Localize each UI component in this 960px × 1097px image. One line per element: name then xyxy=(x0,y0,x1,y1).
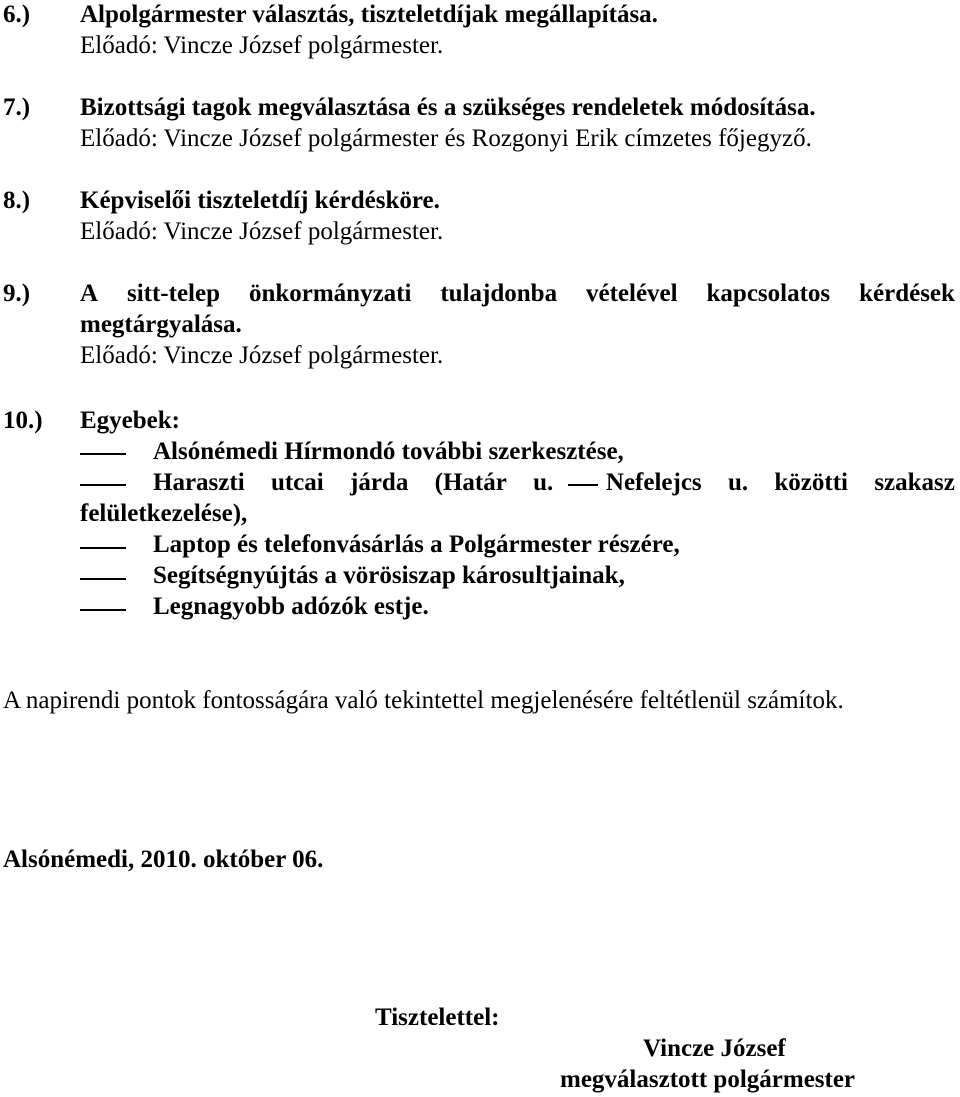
subitem-jarda-word: Nefelejcs xyxy=(605,469,702,496)
agenda-item-7-number: 7.) xyxy=(3,94,31,121)
agenda-item-9-number: 9.) xyxy=(3,280,31,307)
subitem-jarda-word: járda xyxy=(350,469,409,496)
agenda-item-9-word: kérdések xyxy=(859,280,955,307)
agenda-item-6-title: Alpolgármester választás, tiszteletdíjak megállapítása. xyxy=(80,1,658,28)
signature-name: Vincze József xyxy=(643,1035,786,1062)
agenda-item-10-title: Egyebek: xyxy=(80,407,180,434)
subitem-jarda-word: Haraszti xyxy=(153,469,245,496)
agenda-item-10-number: 10.) xyxy=(3,407,43,434)
subitem-jarda-word: u. xyxy=(727,469,749,496)
agenda-item-7-title: Bizottsági tagok megválasztása és a szükséges rendeletek módosítása. xyxy=(80,94,816,121)
range-dash xyxy=(568,484,598,486)
subitem-laptop: Laptop és telefonvásárlás a Polgármester részére, xyxy=(153,531,680,558)
subitem-jarda-line2: felületkezelése), xyxy=(80,500,248,527)
agenda-item-9-title-line2: megtárgyalása. xyxy=(80,311,242,338)
agenda-item-8-number: 8.) xyxy=(3,187,31,214)
subitem-jarda-word: közötti xyxy=(774,469,849,496)
subitem-jarda-word: u. xyxy=(533,469,554,496)
bullet-dash xyxy=(80,453,126,455)
agenda-item-6-presenter: Előadó: Vincze József polgármester. xyxy=(80,32,444,59)
subitem-adozok: Legnagyobb adózók estje. xyxy=(153,593,429,620)
subitem-jarda-word: utcai xyxy=(270,469,324,496)
agenda-item-9-word: kapcsolatos xyxy=(706,280,831,307)
agenda-item-9-word: A xyxy=(80,280,99,307)
agenda-item-9-word: sitt-telep xyxy=(126,280,221,307)
agenda-item-8-presenter: Előadó: Vincze József polgármester. xyxy=(80,218,444,245)
bullet-dash xyxy=(80,484,126,486)
agenda-item-9-presenter: Előadó: Vincze József polgármester. xyxy=(80,342,444,369)
subitem-jarda-line1 xyxy=(153,468,955,498)
subitem-jarda-word: szakasz xyxy=(874,469,955,496)
subitem-hirmondo: Alsónémedi Hírmondó további szerkesztése, xyxy=(153,438,624,465)
agenda-item-7-presenter: Előadó: Vincze József polgármester és Rozgonyi Erik címzetes főjegyző. xyxy=(80,125,812,152)
place-date: Alsónémedi, 2010. október 06. xyxy=(3,846,324,873)
agenda-item-9-word: tulajdonba xyxy=(440,280,558,307)
bullet-dash xyxy=(80,578,126,580)
agenda-item-9-title-line1 xyxy=(80,279,955,309)
bullet-dash xyxy=(80,609,126,611)
agenda-item-6-number: 6.) xyxy=(3,1,31,28)
agenda-item-8-title: Képviselői tiszteletdíj kérdésköre. xyxy=(80,187,440,214)
closing-statement: A napirendi pontok fontosságára való tekintettel megjelenésére feltétlenül számítok. xyxy=(3,687,844,714)
signature-greeting: Tisztelettel: xyxy=(375,1004,500,1031)
agenda-item-9-word: önkormányzati xyxy=(248,280,412,307)
subitem-vorosiszap: Segítségnyújtás a vörösiszap károsultjainak, xyxy=(153,562,625,589)
signature-role: megválasztott polgármester xyxy=(560,1066,856,1093)
subitem-jarda-word: (Határ xyxy=(434,469,507,496)
agenda-item-9-word: vételével xyxy=(586,280,678,307)
bullet-dash xyxy=(80,547,126,549)
